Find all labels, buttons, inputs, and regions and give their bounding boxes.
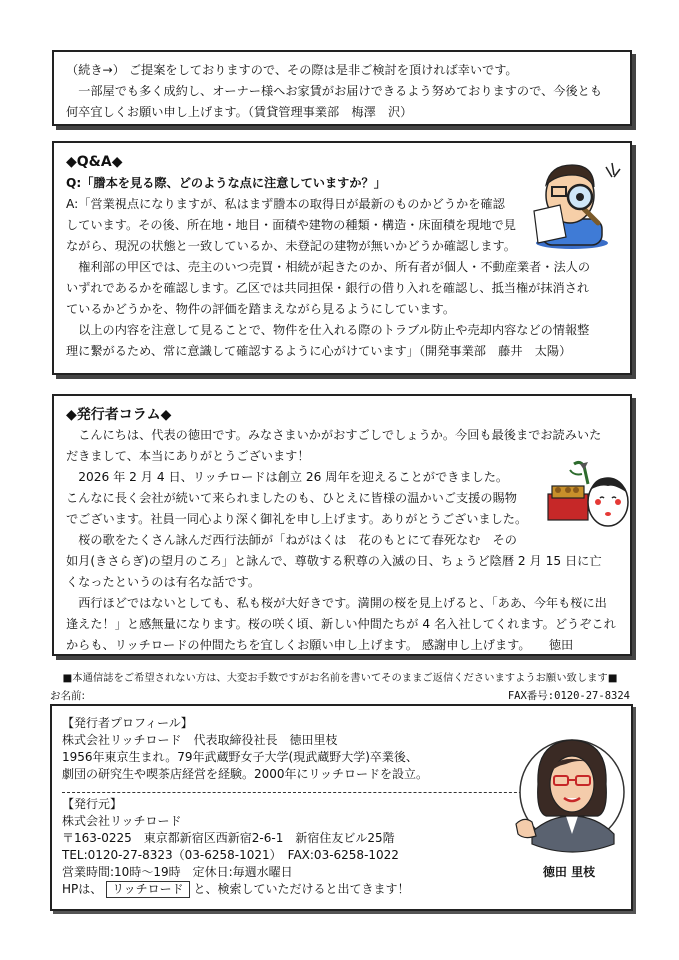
qa-question: Q:「謄本を見る際、どのような点に注意していますか？」 (66, 176, 386, 190)
qa-answer-line: A:「営業視点になりますが、私はまず謄本の取得日が最新のものかどうかを確認 (66, 197, 505, 211)
hp-suffix: と、検索していただけると出てきます！ (193, 882, 410, 896)
publisher-title: 【発行元】 (62, 797, 123, 811)
profile-line: 株式会社リッチロード 代表取締役社長 徳田里枝 (62, 733, 338, 747)
publisher-tel: TEL:0120-27-8323（03-6258-1021） FAX:03-6258-1022 (62, 848, 399, 862)
column-line: こんなに長く会社が続いて来られましたのも、ひとえに皆様の温かいご支援の賜物 (66, 491, 517, 505)
column-line: からも、リッチロードの仲間たちを宜しくお願い申し上げます。 感謝申し上げます。 徳田 (66, 638, 574, 652)
portrait-illustration (510, 712, 628, 882)
column-line: 西行ほどではないとしても、私も桜が大好きです。満開の桜を見上げると、「ああ、今年も桜に出 (78, 596, 607, 610)
publisher-company: 株式会社リッチロード (62, 814, 182, 828)
publisher-hours: 営業時間:10時～19時 定休日:毎週水曜日 (62, 865, 293, 879)
publisher-hp (62, 881, 522, 898)
column-line: だきまして、本当にありがとうございます！ (66, 449, 310, 463)
name-label: お名前: (50, 690, 86, 702)
column-line: くなったというのは有名な話です。 (66, 575, 261, 589)
hp-search-keyword: リッチロード (106, 881, 190, 898)
qa-answer-line: いずれであるかを確認します。乙区では共同担保・銀行の借り入れを確認し、抵当権が抹消され (66, 281, 590, 295)
continuation-line: 何卒宜しくお願い申し上げます。（賃貸管理事業部 梅澤 沢） (66, 105, 413, 119)
column-line: 2026 年 2 月 4 日、リッチロードは創立 26 周年を迎えることができました。 (78, 470, 509, 484)
column-heading: ◆発行者コラム◆ (66, 407, 172, 423)
qa-answer-line: 以上の内容を注意して見ることで、物件を仕入れる際のトラブル防止や売却内容などの情報整 (78, 323, 590, 337)
unsubscribe-notice: ■本通信誌をご希望されない方は、大変お手数ですがお名前を書いてそのままご返信くださいますようお願い致します■ (62, 672, 618, 684)
portrait-caption: 徳田 里枝 (542, 865, 596, 879)
hp-prefix: HPは、 (62, 882, 103, 896)
column-line: 逢えた！」と感無量になります。桜の咲く頃、新しい仲間たちが 4 名入社してくれます。どうぞこれ (66, 617, 616, 631)
fax-number: FAX番号:0120-27-8324 (507, 690, 630, 702)
qa-box (52, 141, 632, 375)
dashed-divider (62, 792, 537, 793)
column-line: でございます。社員一同心より深く御礼を申し上げます。ありがとうございました。 (66, 512, 528, 526)
column-line: こんにちは、代表の徳田です。みなさまいかがおすごしでしょうか。今回も最後までお読みいた (78, 428, 602, 442)
continuation-box (52, 50, 632, 126)
continuation-line: （続き→） ご提案をしておりますので、その際は是非ご検討を頂ければ幸いです。 (66, 63, 518, 77)
magnifier-man-illustration (532, 157, 624, 249)
column-line: 如月(きさらぎ)の望月のころ」と詠んで、尊敬する釈尊の入滅の日、ちょうど陰暦 2 月 15 日に亡 (66, 554, 602, 568)
profile-box (50, 704, 633, 911)
qa-heading: ◆Q&A◆ (66, 154, 123, 170)
qa-answer-line: 理に繋がるため、常に意識して確認するように心がけています」（開発事業部 藤井 太陽） (66, 344, 572, 358)
column-line: 桜の歌をたくさん詠んだ西行法師が「ねがはくは 花のもとにて春死なむ その (78, 533, 517, 547)
column-box (52, 394, 632, 656)
profile-title: 【発行者プロフィール】 (62, 716, 193, 730)
profile-line: 1956年東京生まれ。79年武蔵野女子大学(現武蔵野大学)卒業後、 (62, 750, 418, 764)
qa-answer-line: ながら、現況の状態と一致しているか、未登記の建物が無いかどうか確認します。 (66, 239, 516, 253)
profile-line: 劇団の研究生や喫茶店経営を経験。2000年にリッチロードを設立。 (62, 767, 429, 781)
continuation-line: 一部屋でも多く成約し、オーナー様へお家賃がお届けできるよう努めておりますので、今後とも (78, 84, 603, 98)
name-fax-row (50, 688, 630, 703)
qa-answer-line: しています。その後、所在地・地目・面積や建物の種類・構造・床面積を現地で見 (66, 218, 516, 232)
qa-answer-line: ているかどうかを、物件の評価を踏まえながら見るようにしています。 (66, 302, 456, 316)
qa-answer-line: 権利部の甲区では、売主のいつ売買・相続が起きたのか、所有者が個人・不動産業者・法人の (78, 260, 591, 274)
publisher-address: 〒163-0225 東京都新宿区西新宿2-6-1 新宿住友ビル25階 (62, 831, 395, 845)
setsubun-mask-illustration (544, 460, 630, 532)
